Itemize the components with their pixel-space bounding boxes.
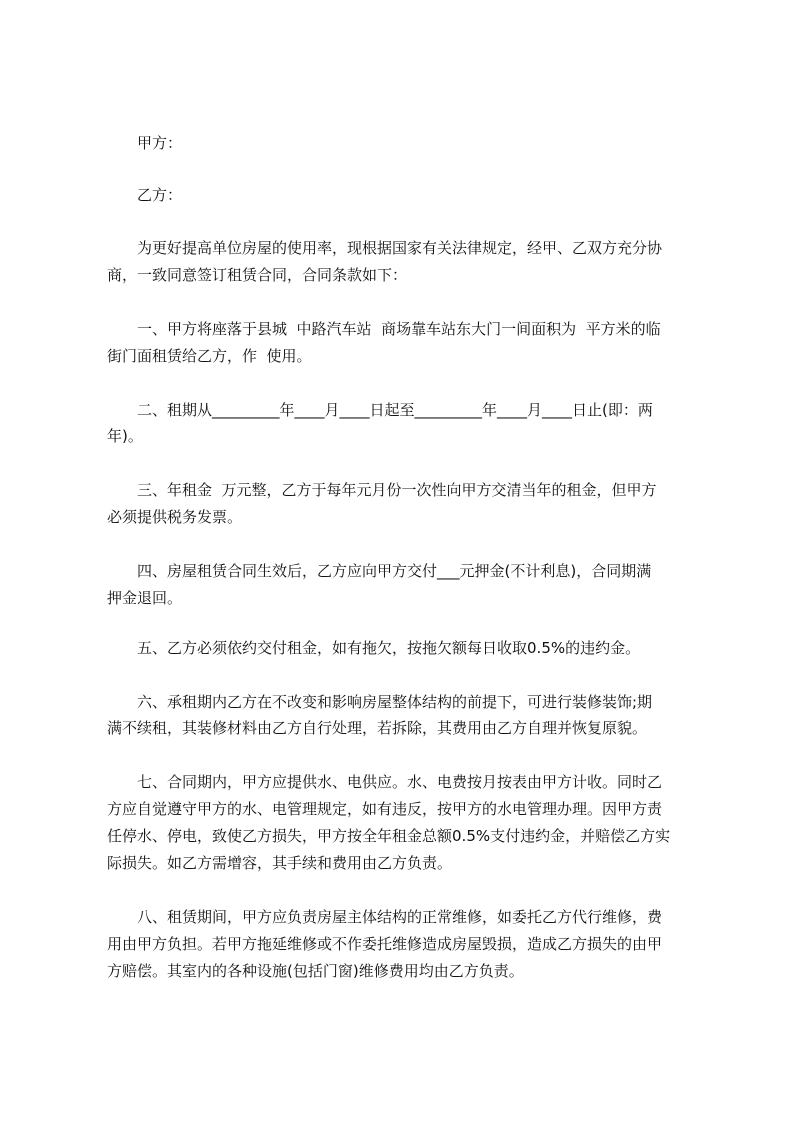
clause-8-line-1: 八、租赁期间，甲方应负责房屋主体结构的正常维修，如委托乙方代行维修，费 bbox=[137, 908, 663, 926]
clause-3-line-2: 必须提供税务发票。 bbox=[107, 508, 243, 526]
clause-2-line-1: 二、租期从_________年____月____日起至_________年____月____日止(即：两 bbox=[137, 401, 653, 419]
clause-2-line-2: 年)。 bbox=[107, 427, 143, 445]
clause-3-line-1: 三、年租金 万元整，乙方于每年元月份一次性向甲方交清当年的租金，但甲方 bbox=[137, 481, 657, 499]
clause-5-line-1: 五、乙方必须依约交付租金，如有拖欠，按拖欠额每日收取0.5%的违约金。 bbox=[137, 639, 641, 657]
preamble-line-1: 为更好提高单位房屋的使用率，现根据国家有关法律规定，经甲、乙双方充分协 bbox=[137, 239, 663, 257]
clause-4-line-1: 四、房屋租赁合同生效后，乙方应向甲方交付___元押金(不计利息)，合同期满 bbox=[137, 562, 652, 580]
clause-1-line-2: 街门面租赁给乙方，作 使用。 bbox=[107, 347, 312, 365]
clause-1-line-1: 一、甲方将座落于县城 中路汽车站 商场靠车站东大门一间面积为 平方米的临 bbox=[137, 320, 661, 338]
party-a-label: 甲方： bbox=[137, 134, 183, 152]
clause-7-line-1: 七、合同期内，甲方应提供水、电供应。水、电费按月按表由甲方计收。同时乙 bbox=[137, 773, 663, 791]
clause-7-line-4: 际损失。如乙方需增容，其手续和费用由乙方负责。 bbox=[107, 854, 453, 872]
clause-6-line-1: 六、承租期内乙方在不改变和影响房屋整体结构的前提下，可进行装修装饰;期 bbox=[137, 693, 653, 711]
clause-4-line-2: 押金退回。 bbox=[107, 589, 183, 607]
preamble-line-2: 商，一致同意签订租赁合同，合同条款如下： bbox=[107, 266, 408, 284]
clause-6-line-2: 满不续租，其装修材料由乙方自行处理，若拆除，其费用由乙方自理并恢复原貌。 bbox=[107, 719, 648, 737]
clause-8-line-3: 方赔偿。其室内的各种设施(包括门窗)维修费用均由乙方负责。 bbox=[107, 962, 524, 980]
party-b-label: 乙方： bbox=[137, 186, 183, 204]
clause-7-line-3: 任停水、停电，致使乙方损失，甲方按全年租金总额0.5%支付违约金，并赔偿乙方实 bbox=[107, 827, 671, 845]
clause-8-line-2: 用由甲方负担。若甲方拖延维修或不作委托维修造成房屋毁损，造成乙方损失的由甲 bbox=[107, 935, 663, 953]
clause-7-line-2: 方应自觉遵守甲方的水、电管理规定，如有违反，按甲方的水电管理办理。因甲方责 bbox=[107, 800, 663, 818]
